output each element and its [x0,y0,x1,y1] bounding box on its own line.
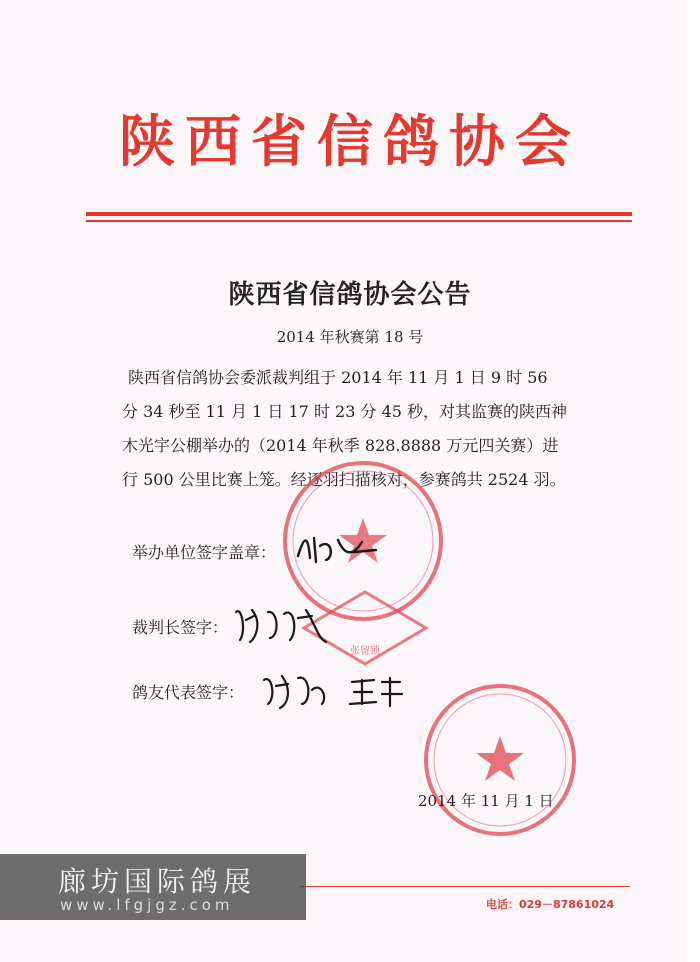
notice-title: 陕西省信鸽协会公告 [228,280,472,310]
referee-signature [232,602,332,646]
fancier-signature [258,668,408,712]
letterhead-rule-thin [86,220,632,222]
organizer-signature [292,528,382,568]
watermark-banner [0,854,306,920]
notice-number: 2014 年秋赛第 18 号 [276,328,424,346]
watermark-url: www.lfgjgz.com [60,896,234,914]
organizer-signature-label: 举办单位签字盖章： [132,543,277,562]
footer-phone: 电话：029－87861024 [486,898,615,911]
referee-stamp-name: 张留锁 [350,646,380,657]
notice-body-line: 木光宇公棚举办的（2014 年秋季 828.8888 万元四关赛）进 [122,436,559,455]
letterhead-org-name: 陕西省信鸽协会 [119,109,581,175]
referee-signature-label: 裁判长签字： [132,618,229,637]
footer-rule [300,886,630,887]
fancier-signature-label: 鸽友代表签字： [132,683,245,702]
notice-date: 2014 年 11 月 1 日 [418,792,554,810]
association-seal [420,680,580,840]
letterhead-rule-thick [86,212,632,216]
notice-body-line: 陕西省信鸽协会委派裁判组于 2014 年 11 月 1 日 9 时 56 [128,368,548,387]
notice-body-line: 分 34 秒至 11 月 1 日 17 时 23 分 45 秒，对其监赛的陕西神 [122,402,568,421]
watermark-name: 廊坊国际鸽展 [58,865,257,898]
notice-body-line: 行 500 公里比赛上笼。经逐羽扫描核对，参赛鸽共 2524 羽。 [122,470,566,489]
